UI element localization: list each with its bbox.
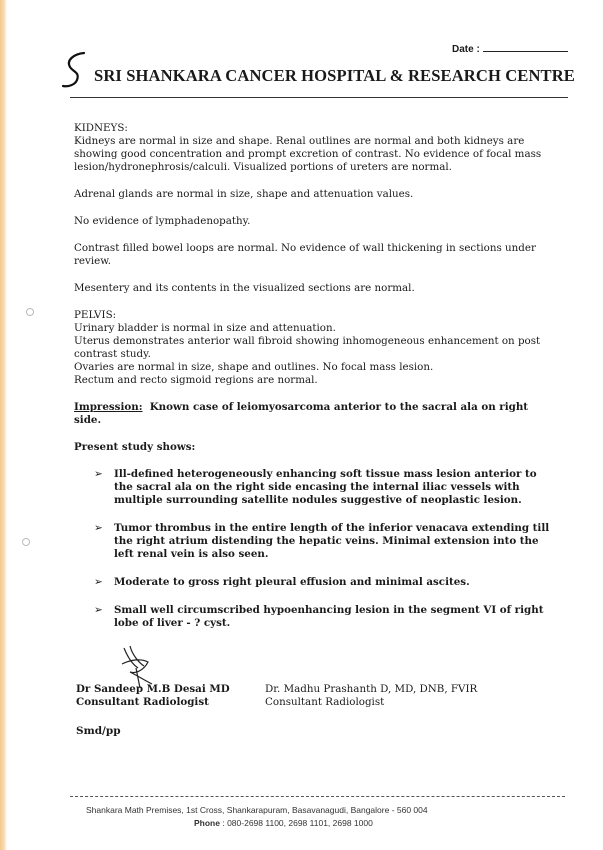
finding-text: Tumor thrombus in the entire length of the inferior venacava extending till the right atrium distending the hepatic veins. Minimal extension into the left renal vein is also seen. (114, 522, 550, 560)
finding-item (94, 604, 554, 630)
finding-item (94, 468, 554, 507)
pelvis-line: Rectum and recto sigmoid regions are normal. (74, 374, 318, 386)
doctor1-name: Dr Sandeep M.B Desai MD (76, 683, 230, 695)
pelvis-line: Urinary bladder is normal in size and attenuation. (74, 322, 336, 334)
punch-hole-mark (22, 538, 30, 546)
footer-divider (70, 796, 565, 797)
date-label: Date : (452, 44, 480, 55)
hospital-logo-icon (60, 50, 90, 90)
bowel-text: Contrast filled bowel loops are normal. No evidence of wall thickening in sections under review. (74, 242, 536, 267)
impression-text: Known case of leiomyosarcoma anterior to the sacral ala on right side. (74, 401, 529, 426)
lymph-text: No evidence of lymphadenopathy. (74, 215, 251, 227)
finding-text: Small well circumscribed hypoenhancing lesion in the segment VI of right lobe of liver - ? cyst. (114, 604, 544, 629)
punch-hole-mark (26, 308, 34, 316)
header-divider (70, 97, 568, 98)
footer-phone (194, 818, 373, 828)
hospital-name: SRI SHANKARA CANCER HOSPITAL & RESEARCH CENTRE (94, 66, 575, 85)
pelvis-line: Ovaries are normal in size, shape and outlines. No focal mass lesion. (74, 361, 434, 373)
finding-item (94, 576, 554, 589)
finding-text: Ill-defined heterogeneously enhancing soft tissue mass lesion anterior to the sacral ala on the right side encasing the internal iliac vessels with multiple surrounding satellite nodules suggestive of neoplastic lesion. (114, 468, 537, 506)
finding-item (94, 522, 554, 561)
impression (74, 401, 554, 427)
doctor1-block (76, 683, 230, 709)
pelvis-line: Uterus demonstrates anterior wall fibroid showing inhomogeneous enhancement on post contrast study. (74, 335, 541, 360)
phone-label: Phone (194, 818, 220, 828)
date-field (452, 43, 568, 55)
doctor2-name: Dr. Madhu Prashanth D, MD, DNB, FVIR (265, 683, 478, 695)
doctor2-title: Consultant Radiologist (265, 696, 385, 708)
page-edge-stain (0, 0, 7, 850)
impression-label: Impression: (74, 401, 143, 413)
footer-address: Shankara Math Premises, 1st Cross, Shankarapuram, Basavanagudi, Bangalore - 560 004 (86, 805, 428, 815)
present-study-heading: Present study shows: (74, 441, 196, 453)
doctor1-title: Consultant Radiologist (76, 696, 209, 708)
bullet-arrow-icon: ➢ (94, 468, 103, 480)
findings-list (74, 468, 554, 630)
bullet-arrow-icon: ➢ (94, 576, 103, 588)
kidneys-text: Kidneys are normal in size and shape. Renal outlines are normal and both kidneys are showing good concentration and prompt excretion of contrast. No evidence of focal mass lesion/hydronephrosis/calculi. Visualized portions of ureters are normal. (74, 135, 542, 173)
pelvis-heading: PELVIS: (74, 309, 117, 321)
kidneys-heading: KIDNEYS: (74, 122, 128, 134)
adrenal-text: Adrenal glands are normal in size, shape and attenuation values. (74, 188, 414, 200)
date-blank-line (483, 43, 568, 52)
mesentery-text: Mesentery and its contents in the visualized sections are normal. (74, 282, 415, 294)
phone-numbers: : 080-2698 1100, 2698 1101, 2698 1000 (222, 818, 373, 828)
bullet-arrow-icon: ➢ (94, 604, 103, 616)
bullet-arrow-icon: ➢ (94, 522, 103, 534)
report-initials: Smd/pp (76, 725, 121, 737)
report-body (74, 122, 554, 645)
finding-text: Moderate to gross right pleural effusion and minimal ascites. (114, 576, 470, 588)
doctor2-block (265, 683, 477, 709)
